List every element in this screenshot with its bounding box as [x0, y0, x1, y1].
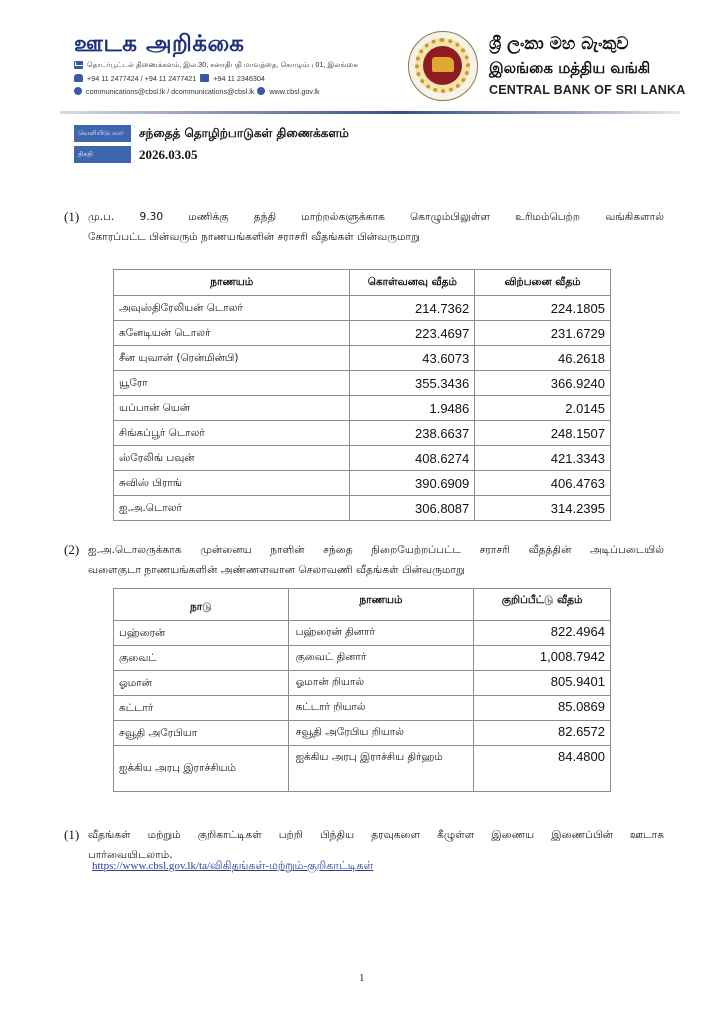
selling-rate: 2.0145: [475, 396, 611, 421]
table-header-row: [114, 270, 611, 296]
section3-text-line1: வீதங்கள் மற்றும் குறிகாட்டிகள் பற்றி பிந்திய தரவுகளை கீழுள்ள இணைய இணைப்பின் ஊடாக: [88, 829, 664, 841]
currency-name: அவுஸ்திரேலியன் டொலர்: [114, 296, 350, 321]
selling-rate: 248.1507: [475, 421, 611, 446]
country-name: குவைட்: [114, 646, 289, 671]
rates-indicators-link[interactable]: https://www.cbsl.gov.lk/ta/விகிதங்கள்-மற்றும்-குறிகாட்டிகள்: [92, 860, 374, 872]
buying-rate: 214.7362: [350, 296, 475, 321]
country-name: சவூதி அரேபியா: [114, 721, 289, 746]
currency-name: ஐ.அ.டொலர்: [114, 496, 350, 521]
date-row: [74, 146, 198, 163]
section3-number: (1): [64, 827, 80, 842]
country-name: ஐக்கிய அரபு இராச்சியம்: [114, 746, 289, 792]
table-row: [114, 496, 611, 521]
country-name: ஓமான்: [114, 671, 289, 696]
buying-rate: 390.6909: [350, 471, 475, 496]
indicative-rate: 85.0869: [474, 696, 611, 721]
currency-name: சிங்கப்பூர் டொலர்: [114, 421, 350, 446]
selling-rate: 366.9240: [475, 371, 611, 396]
phone-line: [74, 72, 374, 84]
page-number: 1: [359, 972, 365, 984]
indicative-rate: 1,008.7942: [474, 646, 611, 671]
date-value: 2026.03.05: [139, 146, 198, 162]
country-name: பஹ்ரைன்: [114, 621, 289, 646]
section3-text-line2: பார்வையிடலாம்.: [88, 849, 173, 861]
indicative-rate: 82.6572: [474, 721, 611, 746]
table-row: [114, 446, 611, 471]
bank-name-tamil: இலங்கை மத்திய வங்கி: [489, 59, 651, 77]
currency-name: யூரோ: [114, 371, 350, 396]
indicative-rate: 822.4964: [474, 621, 611, 646]
table-row: [114, 421, 611, 446]
bank-name-sinhala: ශ්‍රී ලංකා මහ බැංකුව: [489, 34, 629, 54]
currency-name: பஹ்ரைன் தினார்: [288, 621, 474, 646]
indicative-rate: 84.4800: [474, 746, 611, 792]
media-release-header: [74, 30, 374, 97]
country-name: கட்டார்: [114, 696, 289, 721]
bank-name-english: CENTRAL BANK OF SRI LANKA: [489, 83, 686, 97]
bank-identity: [406, 30, 696, 105]
selling-rate: 406.4763: [475, 471, 611, 496]
selling-rate: 46.2618: [475, 346, 611, 371]
currency-name: ஐக்கிய அரபு இராச்சிய திர்ஹம்: [288, 746, 474, 792]
currency-name: கட்டார் றியால்: [288, 696, 474, 721]
buying-rate: 1.9486: [350, 396, 475, 421]
table-row: [114, 346, 611, 371]
brand-title: ஊடக அறிக்கை: [74, 31, 245, 57]
issuer-row: [74, 125, 349, 142]
buying-rate: 306.8087: [350, 496, 475, 521]
fax-text: +94 11 2346304: [213, 73, 265, 83]
section2-text-line1: ஐ.அ.டொலருக்காக முன்னைய நாளின் சந்தை நிறையேற்றப்பட்ட சராசரி வீதத்தின் அடிப்படையில்: [88, 544, 664, 556]
col-header-buying: கொள்வனவு வீதம்: [350, 270, 475, 296]
buying-rate: 238.6637: [350, 421, 475, 446]
at-icon: [74, 87, 82, 95]
currency-name: யப்பான் யென்: [114, 396, 350, 421]
date-label: திகதி: [74, 146, 131, 163]
buying-rate: 43.6073: [350, 346, 475, 371]
table-row: [114, 696, 611, 721]
issuer-value: சந்தைத் தொழிற்பாடுகள் திணைக்களம்: [139, 125, 349, 140]
table-row: [114, 296, 611, 321]
table-header-row: [114, 589, 611, 621]
header-divider: [60, 111, 680, 114]
address-text: தொடர்பூட்டல் திணைக்களம், இல.30, சனாதிபதி மாவத்தை, கொழும்பு 01, இலங்கை: [87, 60, 359, 69]
currency-name: சவூதி அரேபிய றியால்: [288, 721, 474, 746]
selling-rate: 231.6729: [475, 321, 611, 346]
email-line: [74, 85, 374, 97]
col-header-country: நாடு: [114, 589, 289, 621]
address-line: [74, 59, 374, 71]
issuer-label: வெளியிடுபவர்: [74, 125, 131, 142]
gulf-currency-rates-table: [113, 588, 611, 792]
currency-name: கனேடியன் டொலர்: [114, 321, 350, 346]
table-row: [114, 721, 611, 746]
section1-text-line1: மு.ப. 9.30 மணிக்கு தந்தி மாற்றல்களுக்காக கொழும்பிலுள்ள உரிமம்பெற்ற வங்கிகளால்: [88, 211, 664, 223]
table-row: [114, 746, 611, 792]
phone-text: +94 11 2477424 / +94 11 2477421: [87, 73, 197, 83]
table-row: [114, 671, 611, 696]
phone-icon: [74, 74, 83, 82]
col-header-currency: நாணயம்: [114, 270, 350, 296]
section1-number: (1): [64, 209, 80, 224]
indicative-rate: 805.9401: [474, 671, 611, 696]
section2-number: (2): [64, 542, 80, 557]
cbsl-emblem-logo: [408, 31, 478, 101]
col-header-indicative-rate: குறிப்பீட்டு வீதம்: [474, 589, 611, 621]
exchange-rates-table: [113, 269, 611, 521]
table-row: [114, 621, 611, 646]
buying-rate: 408.6274: [350, 446, 475, 471]
section3-paragraph: [64, 825, 664, 865]
section1-text-line2: கோரப்பட்ட பின்வரும் நாணயங்களின் சராசரி வீதங்கள் பின்வருமாறு: [88, 231, 420, 243]
col-header-currency: நாணயம்: [288, 589, 474, 621]
email-text[interactable]: communications@cbsl.lk / dcommunications@cbsl.lk: [86, 86, 255, 96]
globe-icon: [257, 87, 265, 95]
selling-rate: 314.2395: [475, 496, 611, 521]
col-header-selling: விற்பனை வீதம்: [475, 270, 611, 296]
currency-name: ஓமான் றியால்: [288, 671, 474, 696]
section2-paragraph: [64, 540, 664, 580]
table-row: [114, 646, 611, 671]
table-row: [114, 371, 611, 396]
buying-rate: 223.4697: [350, 321, 475, 346]
lion-icon: [432, 57, 454, 72]
section2-text-line2: வளைகுடா நாணயங்களின் அண்ணளவான செலாவணி வீதங்கள் பின்வருமாறு: [88, 564, 465, 576]
currency-name: குவைட் தினார்: [288, 646, 474, 671]
table-row: [114, 396, 611, 421]
mail-icon: [74, 61, 83, 69]
fax-icon: [200, 74, 209, 82]
currency-name: ஸ்ரேலிங் பவுன்: [114, 446, 350, 471]
section1-paragraph: [64, 207, 664, 247]
website-text[interactable]: www.cbsl.gov.lk: [269, 86, 320, 96]
table-row: [114, 321, 611, 346]
currency-name: சீன யுவான் (ரென்மின்பி): [114, 346, 350, 371]
table-row: [114, 471, 611, 496]
currency-name: சுவிஸ் பிராங்: [114, 471, 350, 496]
selling-rate: 421.3343: [475, 446, 611, 471]
buying-rate: 355.3436: [350, 371, 475, 396]
selling-rate: 224.1805: [475, 296, 611, 321]
